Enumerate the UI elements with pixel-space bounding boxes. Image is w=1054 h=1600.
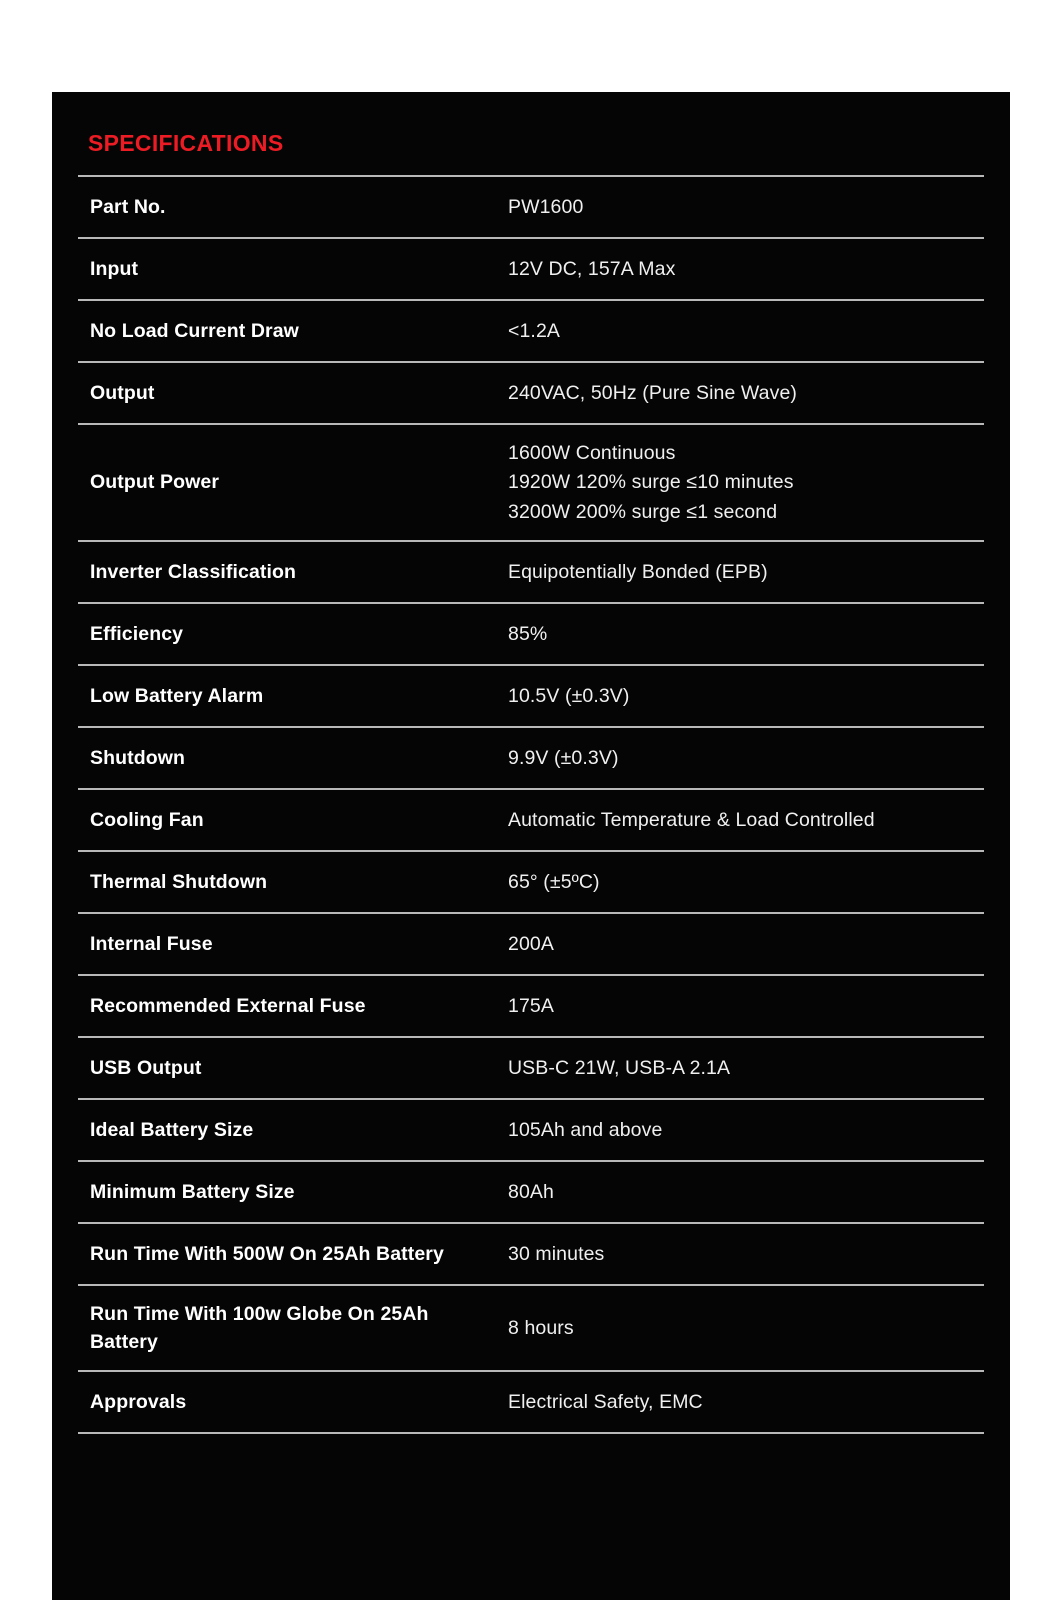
- table-row: [78, 542, 984, 604]
- spec-value: 8 hours: [508, 1316, 574, 1339]
- spec-label: Internal Fuse: [90, 932, 213, 955]
- table-row: [78, 604, 984, 666]
- table-row: [78, 1286, 984, 1373]
- spec-value: 175A: [508, 994, 554, 1017]
- specifications-table: [78, 175, 984, 1434]
- spec-value: 10.5V (±0.3V): [508, 684, 630, 707]
- table-row: [78, 1100, 984, 1162]
- spec-value: <1.2A: [508, 319, 561, 342]
- spec-value: 240VAC, 50Hz (Pure Sine Wave): [508, 381, 798, 404]
- table-row: [78, 1162, 984, 1224]
- table-row: [78, 363, 984, 425]
- spec-label: Output: [90, 381, 155, 404]
- spec-label: Ideal Battery Size: [90, 1118, 254, 1141]
- specifications-panel: [52, 92, 1010, 1600]
- spec-label: Output Power: [90, 471, 220, 494]
- table-row: [78, 666, 984, 728]
- table-row: [78, 914, 984, 976]
- spec-label: Minimum Battery Size: [90, 1180, 295, 1203]
- spec-label: Part No.: [90, 195, 166, 218]
- spec-label: Inverter Classification: [90, 560, 297, 583]
- spec-label: Input: [90, 257, 139, 280]
- spec-value: 9.9V (±0.3V): [508, 746, 619, 769]
- spec-value: 80Ah: [508, 1180, 554, 1203]
- spec-value: Equipotentially Bonded (EPB): [508, 560, 768, 583]
- table-row: [78, 301, 984, 363]
- spec-label: Cooling Fan: [90, 808, 204, 831]
- spec-value-line: 3200W 200% surge ≤1 second: [508, 500, 778, 523]
- spec-value: 105Ah and above: [508, 1118, 663, 1141]
- spec-value: 85%: [508, 622, 548, 645]
- spec-value: USB-C 21W, USB-A 2.1A: [508, 1056, 731, 1079]
- spec-value: 30 minutes: [508, 1242, 605, 1265]
- spec-label: No Load Current Draw: [90, 319, 299, 342]
- table-row: [78, 239, 984, 301]
- spec-label: Run Time With 500W On 25Ah Battery: [90, 1242, 444, 1265]
- table-row: [78, 425, 984, 542]
- table-row: [78, 1372, 984, 1434]
- spec-label: Approvals: [90, 1391, 187, 1414]
- spec-value: 12V DC, 157A Max: [508, 257, 676, 280]
- spec-label: Recommended External Fuse: [90, 994, 366, 1017]
- table-row: [78, 177, 984, 239]
- spec-value: 65° (±5ºC): [508, 870, 600, 893]
- spec-value: 200A: [508, 932, 554, 955]
- spec-value: Electrical Safety, EMC: [508, 1391, 703, 1414]
- spec-value: PW1600: [508, 195, 584, 218]
- spec-label: Shutdown: [90, 746, 186, 769]
- table-row: [78, 790, 984, 852]
- table-row: [78, 1224, 984, 1286]
- spec-label: USB Output: [90, 1056, 202, 1079]
- table-row: [78, 976, 984, 1038]
- table-row: [78, 728, 984, 790]
- page-title: SPECIFICATIONS: [88, 130, 284, 156]
- spec-label: Low Battery Alarm: [90, 684, 264, 707]
- table-row: [78, 1038, 984, 1100]
- spec-label: Run Time With 100w Globe On 25Ah Battery: [90, 1302, 429, 1354]
- spec-value-line: 1600W Continuous: [508, 442, 676, 464]
- spec-value: [508, 425, 984, 540]
- spec-label: Efficiency: [90, 622, 184, 645]
- spec-value: Automatic Temperature & Load Controlled: [508, 808, 875, 831]
- spec-value-line: 1920W 120% surge ≤10 minutes: [508, 471, 794, 494]
- table-row: [78, 852, 984, 914]
- spec-label: Thermal Shutdown: [90, 870, 268, 893]
- spec-value-lines: [508, 439, 794, 526]
